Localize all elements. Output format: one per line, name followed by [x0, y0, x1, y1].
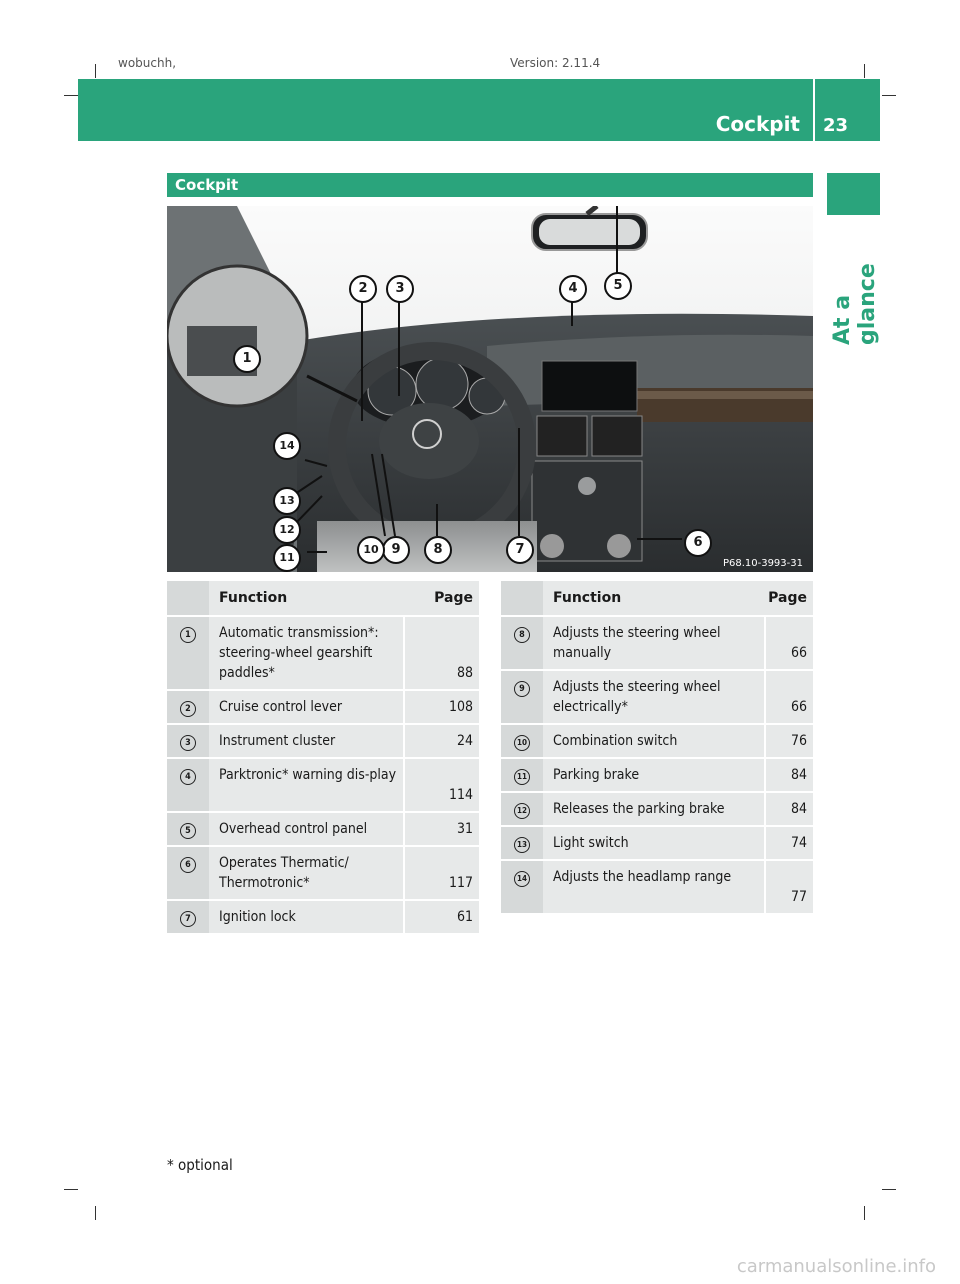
crop-mark	[882, 1189, 896, 1190]
print-meta-right: Version: 2.11.4	[510, 56, 601, 70]
row-number: 9	[514, 681, 530, 697]
table-header-num	[167, 581, 209, 615]
row-function: Automatic transmission*: steering-wheel gearshift paddles*	[209, 615, 403, 689]
row-function: Combination switch	[543, 723, 764, 757]
row-number: 13	[514, 837, 530, 853]
table-row	[167, 723, 479, 757]
row-function: Adjusts the steering wheel manually	[543, 615, 764, 669]
table-row	[501, 757, 813, 791]
callout-12: 12	[273, 516, 301, 544]
row-function: Parktronic* warning dis-play	[209, 757, 403, 811]
table-row	[167, 811, 479, 845]
row-page: 66	[764, 615, 813, 669]
table-row	[501, 825, 813, 859]
row-function: Adjusts the steering wheel electrically*	[543, 669, 764, 723]
table-row	[167, 845, 479, 899]
callout-11: 11	[273, 544, 301, 572]
crop-mark	[95, 1206, 96, 1220]
page-number: 23	[822, 115, 848, 136]
row-number: 3	[180, 735, 196, 751]
side-tab	[827, 173, 880, 215]
callout-2: 2	[349, 275, 377, 303]
table-row	[501, 615, 813, 669]
table-header-function: Function	[209, 581, 403, 615]
table-row	[167, 689, 479, 723]
row-function: Cruise control lever	[209, 689, 403, 723]
table-row	[501, 723, 813, 757]
crop-mark	[64, 1189, 78, 1190]
crop-mark	[95, 64, 96, 78]
crop-mark	[64, 95, 78, 96]
callout-8: 8	[424, 536, 452, 564]
row-page: 31	[403, 811, 479, 845]
footnote: * optional	[167, 1156, 233, 1174]
crop-mark	[882, 95, 896, 96]
row-function: Ignition lock	[209, 899, 403, 933]
row-number: 4	[180, 769, 196, 785]
row-number: 11	[514, 769, 530, 785]
row-function: Light switch	[543, 825, 764, 859]
callout-7: 7	[506, 536, 534, 564]
callout-13: 13	[273, 487, 301, 515]
row-page: 24	[403, 723, 479, 757]
watermark: carmanualsonline.info	[736, 1256, 936, 1277]
callout-9: 9	[382, 536, 410, 564]
table-row	[167, 615, 479, 689]
function-table-right	[501, 581, 813, 913]
row-number: 5	[180, 823, 196, 839]
page-header	[78, 79, 880, 141]
cockpit-photo	[167, 206, 813, 572]
table-row	[501, 669, 813, 723]
row-page: 117	[403, 845, 479, 899]
row-number: 8	[514, 627, 530, 643]
row-page: 76	[764, 723, 813, 757]
photo-reference-code: P68.10-3993-31	[722, 558, 803, 569]
table-header-function: Function	[543, 581, 764, 615]
row-page: 61	[403, 899, 479, 933]
callout-1: 1	[233, 345, 261, 373]
row-function: Adjusts the headlamp range	[543, 859, 764, 913]
row-page: 84	[764, 791, 813, 825]
callout-4: 4	[559, 275, 587, 303]
callout-10: 10	[357, 536, 385, 564]
print-meta-left: wobuchh,	[118, 56, 177, 70]
table-row	[501, 791, 813, 825]
row-page: 66	[764, 669, 813, 723]
row-page: 84	[764, 757, 813, 791]
table-row	[167, 899, 479, 933]
row-page: 108	[403, 689, 479, 723]
header-title: Cockpit	[715, 112, 800, 136]
row-function: Overhead control panel	[209, 811, 403, 845]
row-page: 74	[764, 825, 813, 859]
callout-6: 6	[684, 529, 712, 557]
row-function: Instrument cluster	[209, 723, 403, 757]
callout-5: 5	[604, 272, 632, 300]
table-header-page: Page	[403, 581, 479, 615]
row-function: Operates Thermatic/ Thermotronic*	[209, 845, 403, 899]
table-row	[501, 859, 813, 913]
table-row	[167, 757, 479, 811]
row-page: 88	[403, 615, 479, 689]
callout-14: 14	[273, 432, 301, 460]
side-tab-label: At a glance	[830, 263, 880, 345]
row-number: 12	[514, 803, 530, 819]
row-number: 1	[180, 627, 196, 643]
function-table-left	[167, 581, 479, 933]
row-function: Parking brake	[543, 757, 764, 791]
crop-mark	[864, 64, 865, 78]
row-number: 7	[180, 911, 196, 927]
row-number: 6	[180, 857, 196, 873]
row-function: Releases the parking brake	[543, 791, 764, 825]
row-page: 77	[764, 859, 813, 913]
header-separator	[813, 79, 815, 141]
callout-3: 3	[386, 275, 414, 303]
row-number: 14	[514, 871, 530, 887]
section-heading	[167, 173, 813, 197]
row-number: 10	[514, 735, 530, 751]
section-title: Cockpit	[175, 176, 239, 194]
table-header-num	[501, 581, 543, 615]
row-page: 114	[403, 757, 479, 811]
crop-mark	[864, 1206, 865, 1220]
table-header-page: Page	[764, 581, 813, 615]
row-number: 2	[180, 701, 196, 717]
